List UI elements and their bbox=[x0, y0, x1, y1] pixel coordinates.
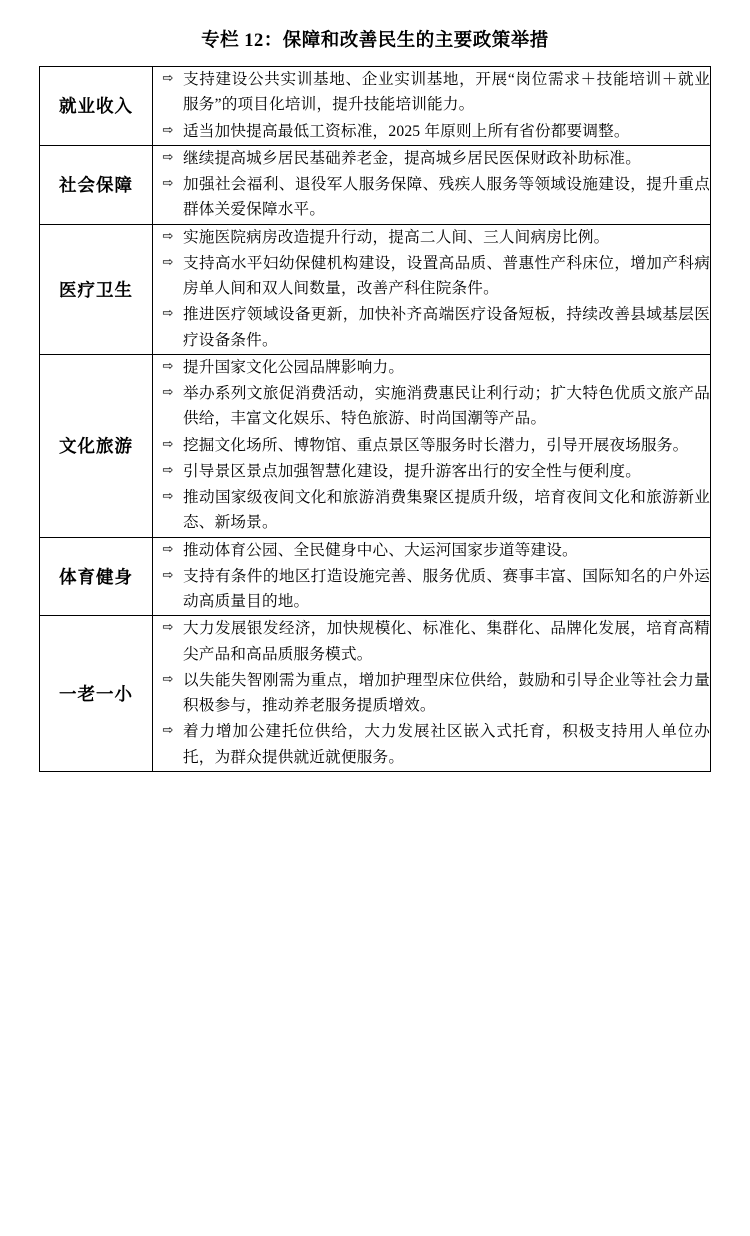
table-body bbox=[40, 67, 711, 772]
measures-cell bbox=[153, 537, 711, 616]
measure-text: 大力发展银发经济，加快规模化、标准化、集群化、品牌化发展，培育高精尖产品和高品质服务模式。 bbox=[183, 620, 710, 663]
measures-cell bbox=[153, 224, 711, 354]
measure-list bbox=[153, 538, 710, 615]
list-item bbox=[153, 146, 710, 171]
list-item bbox=[153, 433, 710, 458]
list-item bbox=[153, 668, 710, 719]
category-label: 社会保障 bbox=[40, 145, 153, 224]
list-item bbox=[153, 302, 710, 353]
policy-measures-table bbox=[39, 66, 711, 772]
arrow-bullet-icon: ⇨ bbox=[162, 541, 174, 557]
table-row bbox=[40, 354, 711, 537]
arrow-bullet-icon: ⇨ bbox=[162, 385, 174, 400]
measure-text: 挖掘文化场所、博物馆、重点景区等服务时长潜力，引导开展夜场服务。 bbox=[183, 436, 689, 454]
measure-text: 加强社会福利、退役军人服务保障、残疾人服务等领域设施建设，提升重点群体关爱保障水平。 bbox=[183, 176, 710, 219]
measure-text: 着力增加公建托位供给，大力发展社区嵌入式托育，积极支持用人单位办托，为群众提供就近就便服务。 bbox=[183, 723, 710, 766]
measure-list bbox=[153, 225, 710, 353]
measure-text: 引导景区景点加强智慧化建设，提升游客出行的安全性与便利度。 bbox=[183, 462, 642, 480]
measures-cell bbox=[153, 616, 711, 772]
arrow-bullet-icon: ⇨ bbox=[162, 723, 174, 739]
arrow-bullet-icon: ⇨ bbox=[162, 671, 174, 687]
list-item bbox=[153, 538, 710, 563]
arrow-bullet-icon: ⇨ bbox=[162, 122, 174, 138]
table-row bbox=[40, 145, 711, 224]
category-label: 体育健身 bbox=[40, 537, 153, 616]
document-page bbox=[0, 26, 750, 1236]
measure-text: 推动体育公园、全民健身中心、大运河国家步道等建设。 bbox=[183, 541, 578, 559]
measure-text: 适当加快提高最低工资标准，2025 年原则上所有省份都要调整。 bbox=[183, 122, 630, 140]
list-item bbox=[153, 251, 710, 302]
arrow-bullet-icon: ⇨ bbox=[162, 254, 174, 270]
table-row bbox=[40, 224, 711, 354]
arrow-bullet-icon: ⇨ bbox=[162, 71, 174, 86]
measures-cell bbox=[153, 354, 711, 537]
table-row bbox=[40, 616, 711, 772]
measure-text: 支持建设公共实训基地、企业实训基地，开展“岗位需求＋技能培训＋就业服务”的项目化培训，提升技能培训能力。 bbox=[183, 71, 710, 114]
measure-text: 提升国家文化公园品牌影响力。 bbox=[183, 358, 405, 376]
measures-cell bbox=[153, 145, 711, 224]
arrow-bullet-icon: ⇨ bbox=[162, 149, 174, 165]
measure-text: 举办系列文旅促消费活动，实施消费惠民让利行动；扩大特色优质文旅产品供给，丰富文化娱乐、特色旅游、时尚国潮等产品。 bbox=[183, 385, 710, 428]
category-label: 就业收入 bbox=[40, 67, 153, 146]
arrow-bullet-icon: ⇨ bbox=[162, 306, 174, 322]
measure-text: 以失能失智刚需为重点，增加护理型床位供给，鼓励和引导企业等社会力量积极参与，推动养老服务提质增效。 bbox=[183, 671, 710, 714]
measures-cell bbox=[153, 67, 711, 146]
category-label: 医疗卫生 bbox=[40, 224, 153, 354]
list-item bbox=[153, 564, 710, 615]
measure-text: 实施医院病房改造提升行动，提高二人间、三人间病房比例。 bbox=[183, 228, 610, 246]
page-title: 专栏 12：保障和改善民生的主要政策举措 bbox=[201, 31, 549, 51]
list-item bbox=[153, 225, 710, 250]
measure-text: 支持有条件的地区打造设施完善、服务优质、赛事丰富、国际知名的户外运动高质量目的地。 bbox=[183, 567, 710, 610]
measure-text: 推动国家级夜间文化和旅游消费集聚区提质升级，培育夜间文化和旅游新业态、新场景。 bbox=[183, 489, 710, 532]
measure-text: 支持高水平妇幼保健机构建设，设置高品质、普惠性产科床位，增加产科病房单人间和双人间数量，改善产科住院条件。 bbox=[183, 254, 710, 297]
list-item bbox=[153, 119, 710, 144]
category-label: 一老一小 bbox=[40, 616, 153, 772]
table-row bbox=[40, 537, 711, 616]
arrow-bullet-icon: ⇨ bbox=[162, 436, 174, 452]
arrow-bullet-icon: ⇨ bbox=[162, 358, 174, 374]
list-item bbox=[153, 67, 710, 118]
arrow-bullet-icon: ⇨ bbox=[162, 567, 174, 583]
list-item bbox=[153, 172, 710, 223]
table-row bbox=[40, 67, 711, 146]
measure-text: 继续提高城乡居民基础养老金，提高城乡居民医保财政补助标准。 bbox=[183, 149, 642, 167]
measure-text: 推进医疗领域设备更新，加快补齐高端医疗设备短板，持续改善县域基层医疗设备条件。 bbox=[183, 306, 710, 349]
arrow-bullet-icon: ⇨ bbox=[162, 462, 174, 478]
arrow-bullet-icon: ⇨ bbox=[162, 176, 174, 191]
list-item bbox=[153, 616, 710, 667]
list-item bbox=[153, 381, 710, 432]
category-label: 文化旅游 bbox=[40, 354, 153, 537]
list-item bbox=[153, 719, 710, 770]
list-item bbox=[153, 459, 710, 484]
measure-list bbox=[153, 355, 710, 536]
list-item bbox=[153, 355, 710, 380]
list-item bbox=[153, 485, 710, 536]
arrow-bullet-icon: ⇨ bbox=[162, 228, 174, 244]
measure-list bbox=[153, 146, 710, 223]
measure-list bbox=[153, 67, 710, 144]
arrow-bullet-icon: ⇨ bbox=[162, 489, 174, 504]
measure-list bbox=[153, 616, 710, 770]
arrow-bullet-icon: ⇨ bbox=[162, 620, 174, 636]
